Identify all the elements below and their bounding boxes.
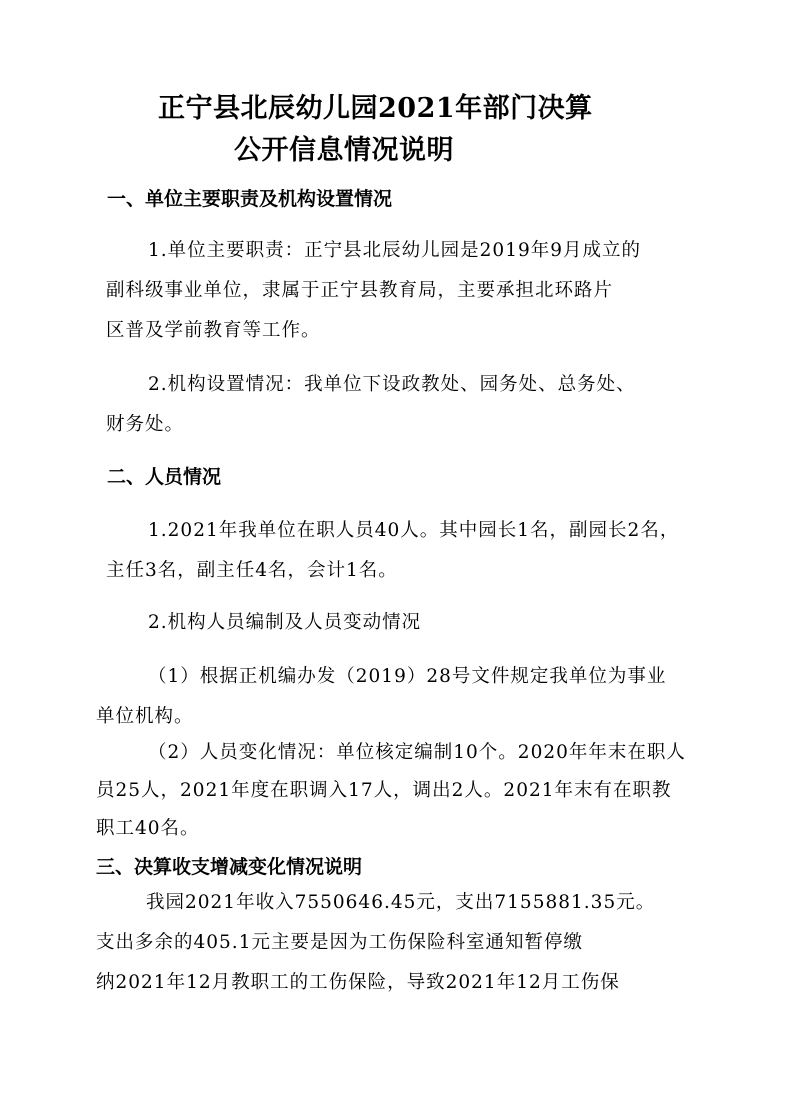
page-title-line2: 公开信息情况说明 xyxy=(234,135,454,166)
paragraph-line: （1）根据正机编办发（2019）28号文件规定我单位为事业 xyxy=(148,666,667,687)
section-heading-budget: 三、决算收支增减变化情况说明 xyxy=(96,856,363,878)
paragraph-line: 职工40名。 xyxy=(96,818,200,839)
paragraph-line: 2.机构人员编制及人员变动情况 xyxy=(148,612,422,633)
paragraph-line: 主任3名，副主任4名，会计1名。 xyxy=(106,560,398,581)
paragraph-line: 我园2021年收入7550646.45元，支出7155881.35元。 xyxy=(146,892,656,913)
paragraph-line: 1.2021年我单位在职人员40人。其中园长1名，副园长2名， xyxy=(148,520,680,541)
paragraph-line: 支出多余的405.1元主要是因为工伤保险科室通知暂停缴 xyxy=(96,932,583,953)
paragraph-line: 员25人，2021年度在职调入17人，调出2人。2021年末有在职教 xyxy=(96,780,672,801)
paragraph-line: 1.单位主要职责：正宁县北辰幼儿园是2019年9月成立的 xyxy=(148,240,642,261)
section-heading-duties: 一、单位主要职责及机构设置情况 xyxy=(107,188,393,210)
paragraph-line: 财务处。 xyxy=(106,414,185,435)
page-title-line1: 正宁县北辰幼儿园2021年部门决算 xyxy=(158,93,593,124)
paragraph-line: 副科级事业单位，隶属于正宁县教育局，主要承担北环路片 xyxy=(106,280,614,301)
paragraph-line: （2）人员变化情况：单位核定编制10个。2020年年末在职人 xyxy=(148,742,686,763)
paragraph-line: 单位机构。 xyxy=(96,706,194,727)
section-heading-staff: 二、人员情况 xyxy=(107,466,222,488)
paragraph-line: 区普及学前教育等工作。 xyxy=(106,320,321,341)
paragraph-line: 纳2021年12月教职工的工伤保险，导致2021年12月工伤保 xyxy=(96,972,620,993)
paragraph-line: 2.机构设置情况：我单位下设政教处、园务处、总务处、 xyxy=(148,374,636,395)
